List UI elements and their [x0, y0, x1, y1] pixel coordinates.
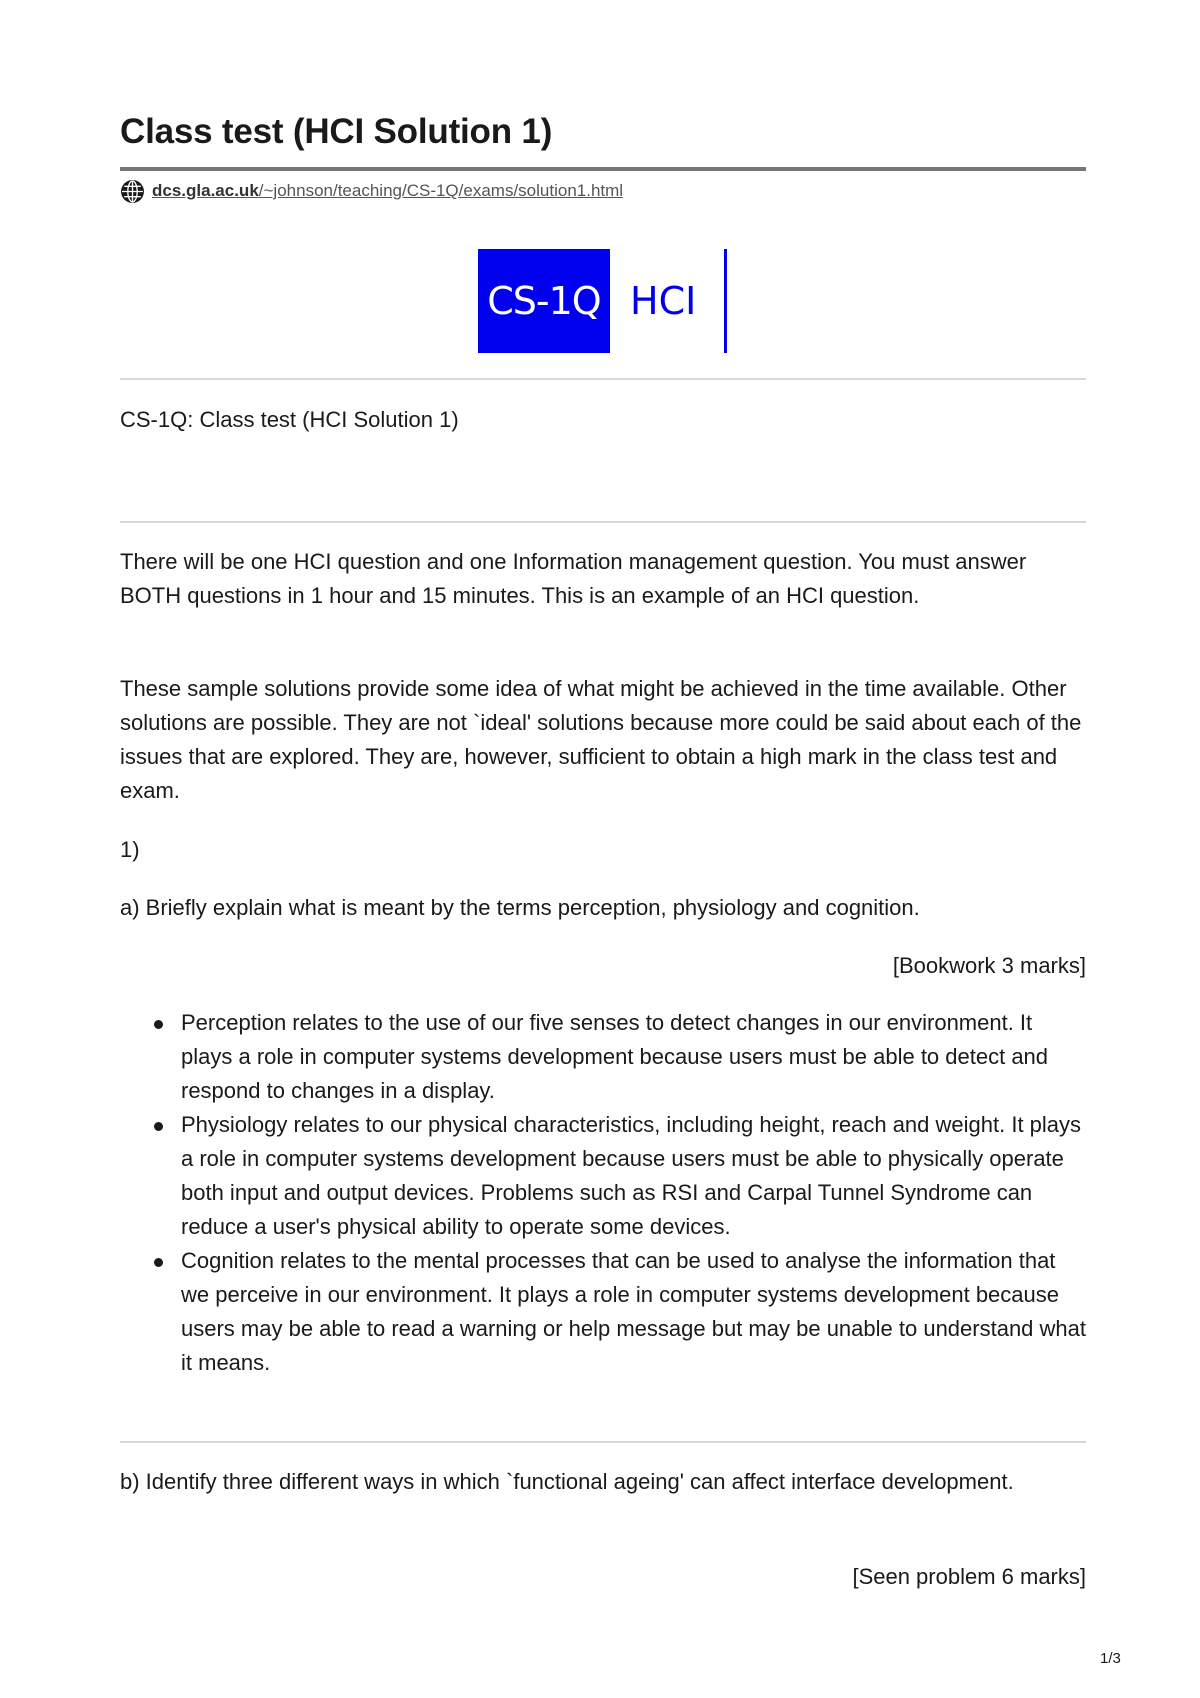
course-logo: [478, 249, 728, 353]
source-url-path: /~johnson/teaching/CS-1Q/exams/solution1.html: [258, 181, 624, 200]
marks-a: [Bookwork 3 marks]: [892, 953, 1086, 978]
list-item-text: Perception relates to the use of our five senses to detect changes in our environment. It plays a role in computer systems development because users must be able to detect and respond to changes in a display.: [181, 1010, 1049, 1103]
source-url-line: [120, 178, 623, 204]
page-number: 1/3: [1100, 1650, 1121, 1667]
bullet-icon: [154, 1020, 163, 1029]
question-number: 1): [120, 837, 140, 862]
page-title: Class test (HCI Solution 1): [120, 112, 553, 151]
question-a: a) Briefly explain what is meant by the terms perception, physiology and cognition.: [120, 895, 920, 920]
intro-paragraph-1: There will be one HCI question and one Information management question. You must answer BOTH questions in 1 hour and 15 minutes. This is an example of an HCI question.: [120, 549, 1027, 608]
source-url-link[interactable]: [152, 181, 623, 201]
logo-box: CS-1Q: [478, 249, 610, 353]
document-subtitle: CS-1Q: Class test (HCI Solution 1): [120, 407, 459, 432]
question-b: b) Identify three different ways in which `functional ageing' can affect interface development.: [120, 1469, 1014, 1494]
list-item: [120, 1006, 1086, 1108]
section-divider: [120, 1441, 1086, 1443]
list-item: [120, 1108, 1086, 1244]
logo-divider: [724, 249, 727, 353]
intro-paragraph-2: These sample solutions provide some idea of what might be achieved in the time available. Other solutions are possible. They are not `ideal' solutions because more could be said about each of the issues that are explored. They are, however, sufficient to obtain a high mark in the class test and exam.: [120, 676, 1082, 803]
marks-b: [Seen problem 6 marks]: [852, 1564, 1086, 1589]
list-item-text: Physiology relates to our physical characteristics, including height, reach and weight. It plays a role in computer systems development because users must be able to physically operate both input and output devices. Problems such as RSI and Carpal Tunnel Syndrome can reduce a user's physical ability to operate some devices.: [181, 1112, 1082, 1239]
title-divider: [120, 167, 1086, 171]
list-item: [120, 1244, 1086, 1380]
section-divider: [120, 378, 1086, 380]
bullet-icon: [154, 1258, 163, 1267]
source-url-domain: dcs.gla.ac.uk: [152, 181, 259, 200]
section-divider: [120, 521, 1086, 523]
answer-list-a: [120, 1006, 1086, 1380]
bullet-icon: [154, 1122, 163, 1131]
logo-label: HCI: [630, 279, 697, 323]
list-item-text: Cognition relates to the mental processes that can be used to analyse the information that we perceive in our environment. It plays a role in computer systems development because users may be able to read a warning or help message but may be unable to understand what it means.: [181, 1248, 1086, 1375]
globe-icon: [120, 179, 145, 204]
